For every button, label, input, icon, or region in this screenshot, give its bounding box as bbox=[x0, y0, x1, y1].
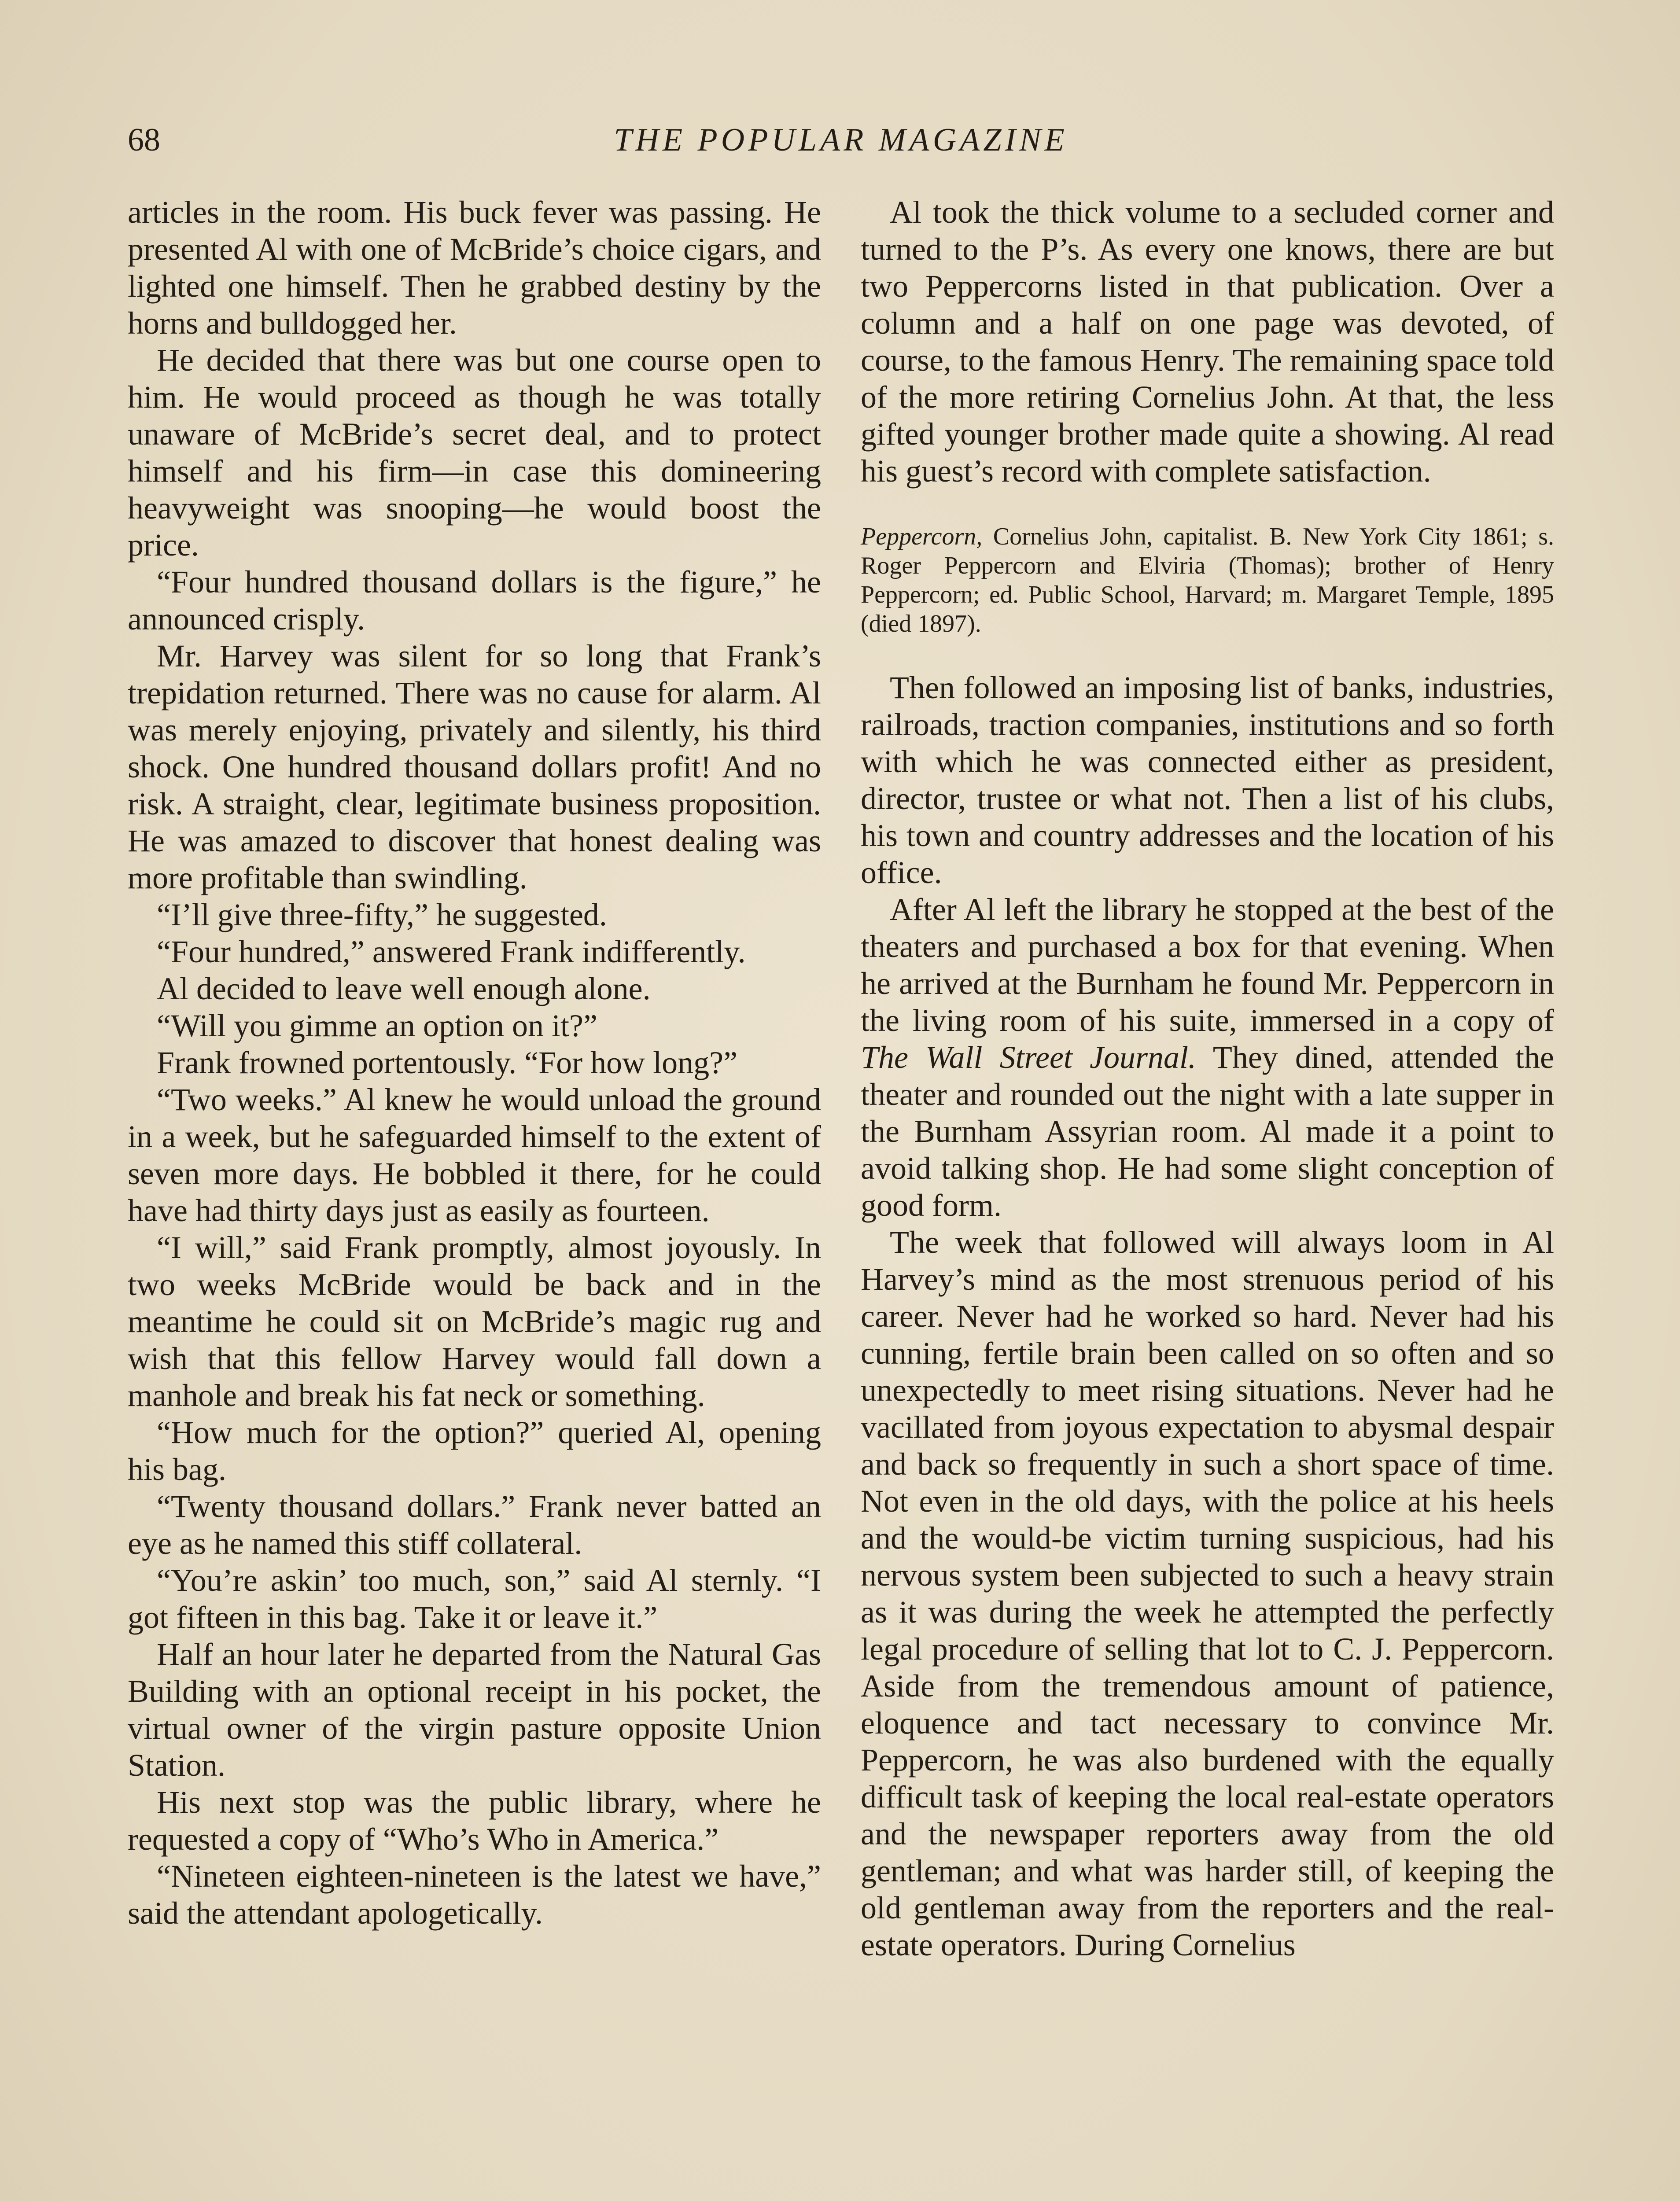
paragraph: “Two weeks.” Al knew he would unload the ground in a week, but he safeguarded himself to the extent of seven more days. He bobbled it there, for he could have had thirty days just as easily as fourteen. bbox=[128, 1082, 821, 1228]
paragraph: “How much for the option?” queried Al, opening his bag. bbox=[128, 1415, 821, 1487]
paragraph: Al took the thick volume to a secluded corner and turned to the P’s. As every one knows, there are but two Peppercorns listed in that publication. Over a column and a half on one page was devoted, of course, to the famous Henry. The remaining space told of the more retiring Cornelius John. At that, the less gifted younger brother made quite a showing. Al read his guest’s record with complete satisfaction. bbox=[861, 195, 1554, 489]
biography-entry bbox=[861, 522, 1554, 638]
paragraph: Frank frowned portentously. “For how long?” bbox=[157, 1045, 738, 1080]
paragraph: The week that followed will always loom in Al Harvey’s mind as the most strenuous period of his career. Never had he worked so hard. Never had his cunning, fertile brain been called on so often and so unexpectedly to meet rising situations. Never had he vacillated from joyous expectation to abysmal despair and back so frequently in such a short space of time. Not even in the old days, with the police at his heels and the would-be victim turning suspicious, had his nervous system been subjected to such a heavy strain as it was during the week he attempted the perfectly legal procedure of selling that lot to C. J. Peppercorn. Aside from the tremendous amount of patience, eloquence and tact necessary to convince Mr. Peppercorn, he was also burdened with the equally difficult task of keeping the local real-estate operators and the newspaper reporters away from the old gentleman; and what was harder still, of keeping the old gentleman away from the reporters and the real-estate operators. During Cornelius bbox=[861, 1225, 1554, 1962]
paragraph: “Four hundred thousand dollars is the figure,” he announced crisply. bbox=[128, 564, 821, 637]
running-header bbox=[128, 118, 1554, 166]
paragraph: “I will,” said Frank promptly, almost joyously. In two weeks McBride would be back and in the meantime he could sit on McBride’s magic rug and wish that this fellow Harvey would fall down a manhole and break his fat neck or something. bbox=[128, 1230, 821, 1413]
paragraph: “Four hundred,” answered Frank indifferently. bbox=[157, 934, 746, 969]
paragraph: Mr. Harvey was silent for so long that Frank’s trepidation returned. There was no cause for alarm. Al was merely enjoying, privately and silently, his third shock. One hundred thousand dollars profit! And no risk. A straight, clear, legitimate business proposition. He was amazed to discover that honest dealing was more profitable than swindling. bbox=[128, 638, 821, 895]
biography-text: Cornelius John, capitalist. B. New York City 1861; s. Roger Peppercorn and Elviria (Thomas); brother of Henry Peppercorn; ed. Public School, Harvard; m. Margaret Temple, 1895 (died 1897). bbox=[861, 523, 1554, 637]
paragraph: “Nineteen eighteen-nineteen is the latest we have,” said the attendant apologetically. bbox=[128, 1859, 821, 1931]
right-column bbox=[861, 194, 1554, 1963]
paragraph: articles in the room. His buck fever was passing. He presented Al with one of McBride’s choice cigars, and lighted one himself. Then he grabbed destiny by the horns and bulldogged her. bbox=[128, 195, 821, 341]
paragraph: Then followed an imposing list of banks, industries, railroads, traction companies, institutions and so forth with which he was connected either as president, director, trustee or what not. Then a list of his clubs, his town and country addresses and the location of his office. bbox=[861, 670, 1554, 890]
paragraph: “You’re askin’ too much, son,” said Al sternly. “I got fifteen in this bag. Take it or leave it.” bbox=[128, 1563, 821, 1635]
paragraph: Half an hour later he departed from the Natural Gas Building with an optional receipt in his pocket, the virtual owner of the virgin pasture opposite Union Station. bbox=[128, 1637, 821, 1783]
paragraph: His next stop was the public library, where he requested a copy of “Who’s Who in America.” bbox=[128, 1785, 821, 1857]
paragraph-text: They dined, attended the theater and rounded out the night with a late supper in the Burnham Assyrian room. Al made it a point to avoid talking shop. He had some slight conception of good form. bbox=[861, 1040, 1555, 1223]
magazine-title: THE POPULAR MAGAZINE bbox=[614, 122, 1068, 158]
left-column bbox=[128, 194, 821, 1932]
newspaper-title: The Wall Street Journal. bbox=[861, 1040, 1197, 1075]
paragraph-text: After Al left the library he stopped at the best of the theaters and purchased a box for that evening. When he arrived at the Burnham he found Mr. Peppercorn in the living room of his suite, immersed in a copy of bbox=[861, 892, 1554, 1038]
paragraph bbox=[861, 891, 1554, 1224]
paragraph: “Twenty thousand dollars.” Frank never batted an eye as he named this stiff collateral. bbox=[128, 1489, 821, 1561]
page-number: 68 bbox=[128, 122, 160, 158]
biography-name: Peppercorn, bbox=[861, 523, 983, 550]
paragraph: “I’ll give three-fifty,” he suggested. bbox=[157, 897, 607, 932]
paragraph: Al decided to leave well enough alone. bbox=[157, 971, 651, 1006]
paragraph: He decided that there was but one course open to him. He would proceed as though he was totally unaware of McBride’s secret deal, and to protect himself and his firm—in case this domineering heavyweight was snooping—he would boost the price. bbox=[128, 342, 821, 563]
paragraph: “Will you gimme an option on it?” bbox=[157, 1008, 597, 1043]
